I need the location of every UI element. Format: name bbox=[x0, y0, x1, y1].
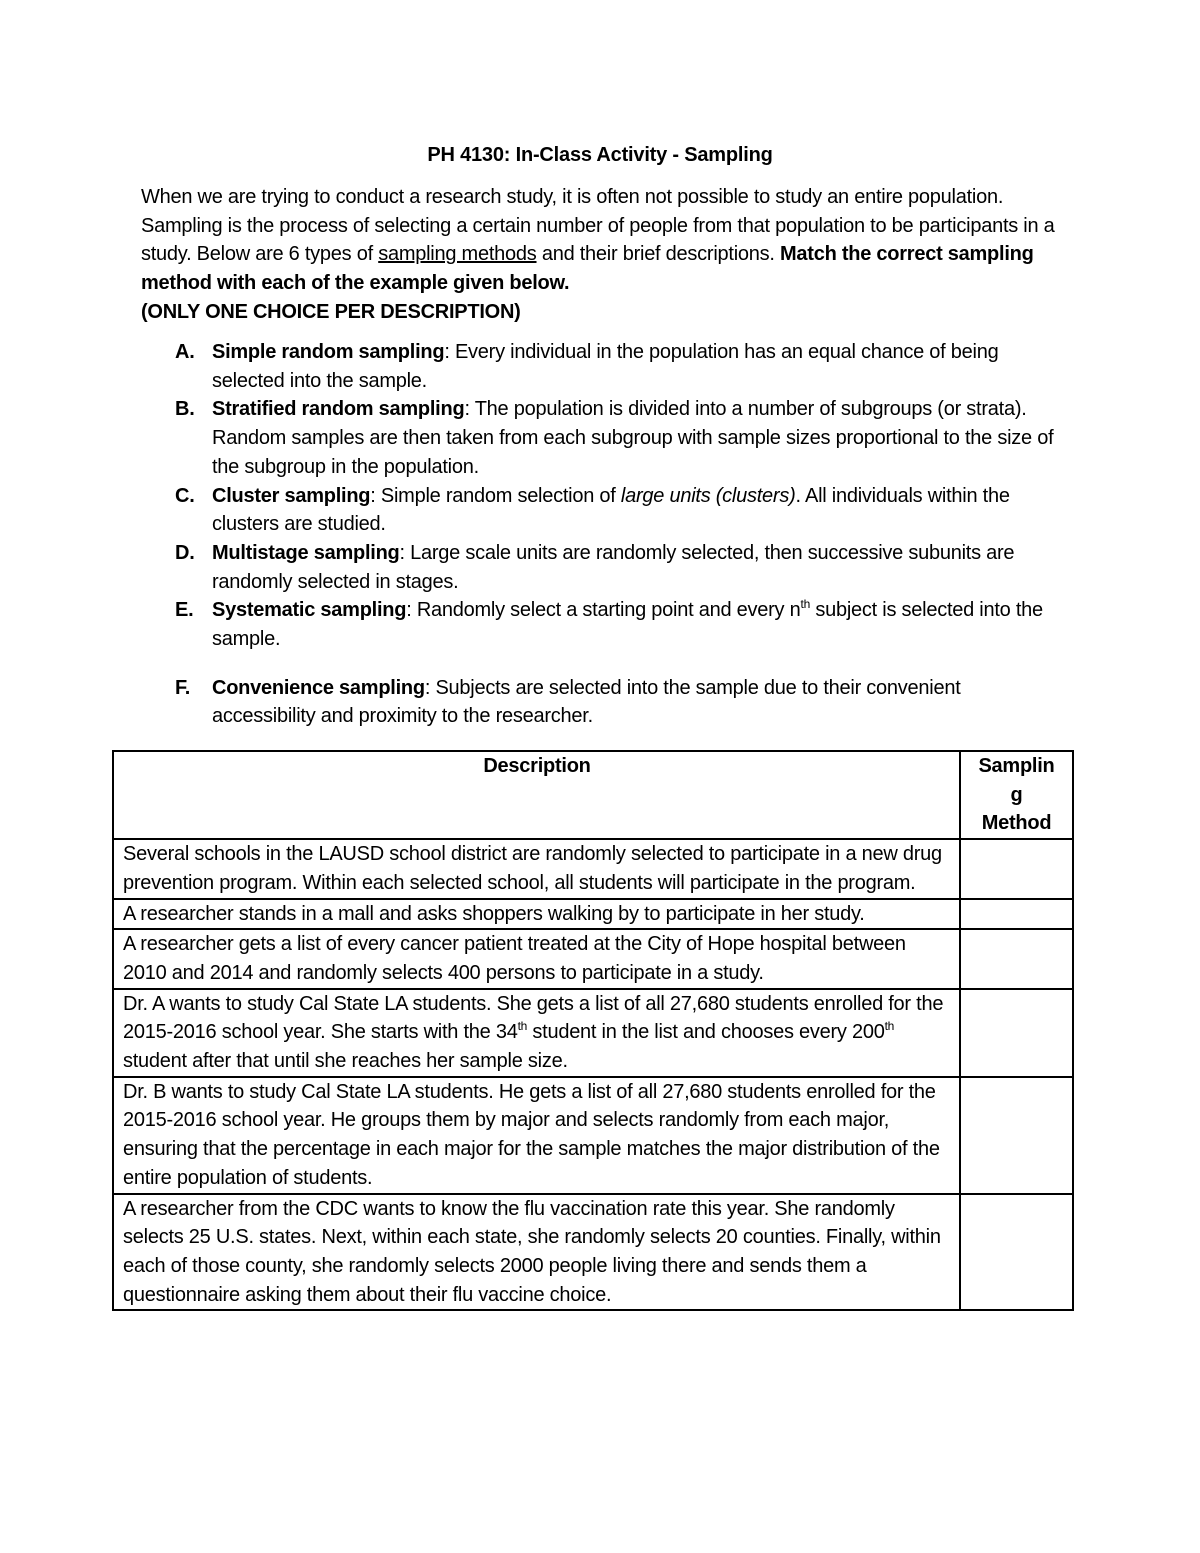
sampling-method-header bbox=[960, 751, 1073, 839]
table-row bbox=[113, 1077, 1073, 1194]
method-name: Convenience sampling bbox=[212, 676, 425, 699]
intro-note: (ONLY ONE CHOICE PER DESCRIPTION) bbox=[141, 300, 521, 323]
superscript: th bbox=[517, 1019, 528, 1034]
method-description: : The population is divided into a number of subgroups (or strata). Random samples are then taken from each subgroup with sample sizes proportional to the size of the subgroup in the population. bbox=[212, 398, 1054, 478]
method-letter: E. bbox=[175, 599, 194, 622]
answer-cell[interactable] bbox=[960, 899, 1073, 930]
method-item bbox=[141, 338, 1061, 395]
table-header-row bbox=[113, 751, 1073, 839]
method-letter: B. bbox=[175, 398, 195, 421]
method-name: Systematic sampling bbox=[212, 599, 407, 622]
table-row bbox=[113, 1194, 1073, 1311]
method-letter: C. bbox=[175, 484, 195, 507]
table-row bbox=[113, 839, 1073, 898]
method-name: Cluster sampling bbox=[212, 484, 371, 507]
description-header: Description bbox=[113, 751, 960, 839]
intro-paragraph bbox=[141, 183, 1061, 327]
description-text: Dr. A wants to study Cal State LA students. She gets a list of all 27,680 students enrolled for the 2015-2016 school year. She starts with the 34 bbox=[123, 992, 944, 1044]
page-title: PH 4130: In-Class Activity - Sampling bbox=[427, 144, 773, 166]
method-description: : Large scale units are randomly selected, then successive subunits are randomly selected in stages. bbox=[212, 541, 1015, 593]
method-description-pre: : Randomly select a starting point and every n bbox=[406, 599, 801, 622]
table-row bbox=[113, 899, 1073, 930]
matching-table bbox=[112, 750, 1074, 1311]
table-row bbox=[113, 929, 1073, 988]
method-item bbox=[141, 395, 1061, 481]
answer-cell[interactable] bbox=[960, 839, 1073, 898]
description-cell: Several schools in the LAUSD school district are randomly selected to participate in a new drug prevention program. Within each selected school, all students will participate in the program. bbox=[113, 839, 960, 898]
answer-cell[interactable] bbox=[960, 1077, 1073, 1194]
method-description-post: subject is selected into the sample. bbox=[212, 599, 1043, 651]
method-item bbox=[141, 482, 1061, 539]
intro-underlined-term: sampling methods bbox=[378, 243, 537, 266]
method-item bbox=[141, 596, 1061, 653]
method-letter: D. bbox=[175, 541, 195, 564]
method-description: : Every individual in the population has an equal chance of being selected into the sample. bbox=[212, 341, 999, 392]
description-cell: Dr. B wants to study Cal State LA students. He gets a list of all 27,680 students enrolled for the 2015-2016 school year. He groups them by major and selects randomly from each major, ensuring that the percentage in each major for the sample matches the major distribution of the entire population of students. bbox=[113, 1077, 960, 1194]
description-cell: A researcher from the CDC wants to know the flu vaccination rate this year. She randomly selects 25 U.S. states. Next, within each state, she randomly selects 20 counties. Finally, within each of those county, she randomly selects 2000 people living there and sends them a questionnaire asking them about their flu vaccine choice. bbox=[113, 1194, 960, 1311]
header-line: Method bbox=[981, 812, 1052, 835]
superscript: th bbox=[800, 597, 811, 612]
method-name: Stratified random sampling bbox=[212, 398, 465, 421]
intro-text-2: and their brief descriptions. bbox=[536, 243, 781, 266]
method-letter: A. bbox=[175, 341, 195, 363]
table-row bbox=[113, 989, 1073, 1077]
intro-text-1: When we are trying to conduct a research study, it is often not possible to study an entire population. Sampling is the process of selecting a certain number of people from that population to be participants in a study. Below are 6 types of bbox=[141, 186, 1055, 266]
description-cell bbox=[113, 989, 960, 1077]
header-line: g bbox=[1010, 783, 1023, 806]
description-text: student in the list and chooses every 200 bbox=[527, 1021, 885, 1044]
description-cell: A researcher gets a list of every cancer patient treated at the City of Hope hospital between 2010 and 2014 and randomly selects 400 persons to participate in a study. bbox=[113, 929, 960, 988]
method-description-pre: : Simple random selection of bbox=[370, 484, 621, 507]
description-cell: A researcher stands in a mall and asks shoppers walking by to participate in her study. bbox=[113, 899, 960, 930]
method-letter: F. bbox=[175, 676, 191, 699]
sampling-methods-list bbox=[141, 338, 1061, 731]
method-name: Multistage sampling bbox=[212, 541, 400, 564]
method-item bbox=[141, 539, 1061, 596]
intro-instruction: Match the correct sampling method with each of the example given below. bbox=[141, 243, 1034, 295]
method-name: Simple random sampling bbox=[212, 341, 445, 363]
method-description-post: . All individuals within the clusters are studied. bbox=[212, 484, 1010, 536]
method-description: : Subjects are selected into the sample due to their convenient accessibility and proximity to the researcher. bbox=[212, 676, 961, 728]
header-line: Samplin bbox=[978, 755, 1055, 777]
method-item bbox=[141, 674, 1061, 731]
answer-cell[interactable] bbox=[960, 1194, 1073, 1311]
answer-cell[interactable] bbox=[960, 929, 1073, 988]
method-description-italic: large units (clusters) bbox=[620, 484, 796, 507]
description-text: student after that until she reaches her sample size. bbox=[123, 1050, 568, 1073]
superscript: th bbox=[884, 1019, 895, 1034]
answer-cell[interactable] bbox=[960, 989, 1073, 1077]
